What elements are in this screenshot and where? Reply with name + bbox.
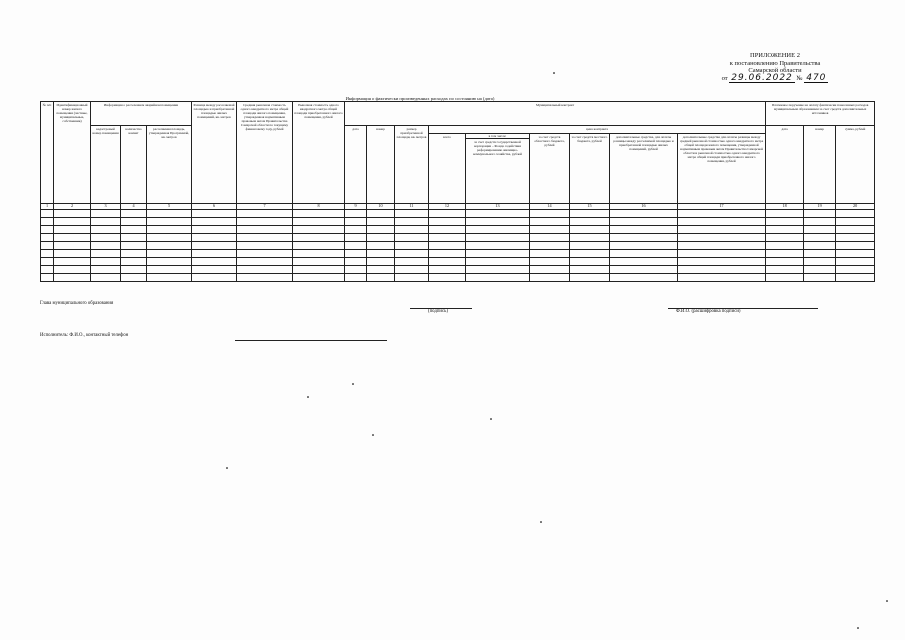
table-cell [147, 258, 192, 266]
table-cell [570, 242, 610, 250]
table-cell [678, 274, 766, 282]
scan-speck [857, 627, 859, 629]
table-cell [804, 274, 836, 282]
appendix-header [700, 52, 850, 83]
table-cell [395, 234, 429, 242]
table-cell [121, 242, 147, 250]
table-cell [91, 258, 121, 266]
table-cell [192, 250, 237, 258]
table-cell [836, 218, 875, 226]
table-cell [192, 258, 237, 266]
header-add-excess: дополнительные средства для оплаты разницы между средней рыночной стоимостью одного квадратного метра общей площади жилого помещения, утвержденной нормативным правовым актом Правительства Самарской области и рыночной стоимостью одного квадратного метра общей площади приобретенного жилого помещения, рублей [678, 134, 766, 204]
table-row [41, 266, 875, 274]
col-number: 10 [367, 204, 395, 210]
table-cell [836, 226, 875, 234]
table-cell [367, 234, 395, 242]
table-cell [367, 218, 395, 226]
signature-caption: (подпись) [428, 309, 448, 314]
table-cell [429, 226, 466, 234]
header-rooms: количество комнат [121, 126, 147, 204]
executor-line [235, 340, 387, 341]
scan-speck [886, 600, 888, 602]
table-cell [293, 274, 345, 282]
col-number: 15 [570, 204, 610, 210]
table-cell [41, 258, 54, 266]
table-cell [367, 250, 395, 258]
table-cell [147, 218, 192, 226]
table-cell [429, 274, 466, 282]
table-cell [54, 226, 91, 234]
header-area: расселяемая площадь, утвержденная Программой, кв. метров [147, 126, 192, 204]
scan-speck [490, 418, 492, 420]
table-cell [466, 234, 530, 242]
col-number: 9 [345, 204, 367, 210]
table-cell [147, 226, 192, 234]
table-cell [804, 250, 836, 258]
table-cell [836, 274, 875, 282]
table-cell [530, 250, 570, 258]
table-caption: Информация о фактически произведенных расходах по состоянию на (дата) [345, 96, 495, 101]
table-cell [293, 250, 345, 258]
table-cell [530, 210, 570, 218]
col-number: 20 [836, 204, 875, 210]
table-cell [41, 274, 54, 282]
table-row [41, 226, 875, 234]
table-row [41, 242, 875, 250]
header-date: дата [345, 126, 367, 204]
table-row [41, 274, 875, 282]
table-cell [54, 258, 91, 266]
table-cell [41, 218, 54, 226]
table-cell [237, 226, 293, 234]
table-cell [54, 250, 91, 258]
table-cell [367, 226, 395, 234]
table-cell [345, 242, 367, 250]
table-cell [610, 234, 678, 242]
scan-speck [307, 396, 309, 398]
table-cell [610, 266, 678, 274]
table-cell [395, 274, 429, 282]
table-cell [345, 258, 367, 266]
table-cell [804, 210, 836, 218]
header-fund-text: за счет средств государственной корпорации – Фонда содействия реформированию жилищно-коммунального хозяйства, рублей [473, 140, 522, 157]
header-price-group: цена контракта [429, 126, 766, 134]
table-cell [766, 258, 804, 266]
table-cell [345, 234, 367, 242]
table-cell [610, 258, 678, 266]
header-cadastral: кадастровый номер помещения [91, 126, 121, 204]
table-cell [147, 266, 192, 274]
table-cell [41, 226, 54, 234]
table-cell [237, 242, 293, 250]
table-cell [678, 258, 766, 266]
table-cell [345, 210, 367, 218]
col-number: 11 [395, 204, 429, 210]
table-cell [836, 242, 875, 250]
table-cell [395, 250, 429, 258]
table-cell [91, 210, 121, 218]
table-cell [530, 274, 570, 282]
scan-speck [352, 383, 354, 385]
table-cell [678, 266, 766, 274]
appendix-subtitle: к постановлению Правительства [729, 59, 821, 67]
table-cell [192, 210, 237, 218]
table-row [41, 234, 875, 242]
scan-speck [226, 467, 228, 469]
header-pay-sum: сумма, рублей [836, 126, 875, 204]
table-cell [395, 218, 429, 226]
table-cell [610, 242, 678, 250]
table-cell [121, 266, 147, 274]
table-cell [237, 258, 293, 266]
table-cell [766, 266, 804, 274]
col-number: 7 [237, 204, 293, 210]
header-reg-number: Идентификационный номер жилого помещения (частные, муниципальные, собственник) [54, 102, 91, 204]
col-number: 4 [121, 204, 147, 210]
table-cell [530, 266, 570, 274]
table-cell [466, 210, 530, 218]
table-cell [766, 242, 804, 250]
table-cell [836, 250, 875, 258]
table-cell [570, 218, 610, 226]
table-cell [121, 226, 147, 234]
table-cell [678, 234, 766, 242]
table-cell [91, 274, 121, 282]
col-number: 17 [678, 204, 766, 210]
table-cell [466, 274, 530, 282]
table-cell [429, 258, 466, 266]
table-cell [804, 258, 836, 266]
appendix-region: Самарской области [748, 67, 802, 74]
header-pay-number: номер [804, 126, 836, 204]
header-total: всего [429, 134, 466, 204]
table-cell [147, 234, 192, 242]
table-cell [804, 226, 836, 234]
name-caption: Ф.И.О. (расшифровка подписи) [676, 309, 741, 314]
table-cell [345, 226, 367, 234]
header-cost-per-m: Средняя рыночная стоимость одного квадратного метра общей площади жилого помещения, утвержденная нормативным правовым актом Правительства Самарской области по текущему финансовому году, рублей [237, 102, 293, 204]
table-cell [121, 210, 147, 218]
table-cell [367, 210, 395, 218]
table-cell [121, 258, 147, 266]
col-number: 18 [766, 204, 804, 210]
table-cell [54, 210, 91, 218]
table-cell [367, 242, 395, 250]
col-number: 19 [804, 204, 836, 210]
table-cell [345, 274, 367, 282]
table-cell [345, 218, 367, 226]
table-cell [147, 210, 192, 218]
table-cell [530, 242, 570, 250]
col-number: 1 [41, 204, 54, 210]
col-number: 5 [147, 204, 192, 210]
table-cell [836, 210, 875, 218]
table-row [41, 218, 875, 226]
table-cell [678, 250, 766, 258]
header-num: № п/п [41, 102, 54, 204]
table-cell [429, 218, 466, 226]
table-cell [41, 242, 54, 250]
table-row [41, 210, 875, 218]
table-cell [570, 210, 610, 218]
col-number: 6 [192, 204, 237, 210]
table-cell [466, 250, 530, 258]
table-cell [41, 210, 54, 218]
table-cell [678, 210, 766, 218]
col-number: 12 [429, 204, 466, 210]
table-cell [570, 234, 610, 242]
table-cell [466, 226, 530, 234]
table-cell [345, 266, 367, 274]
header-regional: за счет средств областного бюджета, рублей [530, 134, 570, 204]
table-cell [429, 242, 466, 250]
table-cell [293, 210, 345, 218]
table-cell [804, 266, 836, 274]
table-cell [41, 266, 54, 274]
table-cell [395, 258, 429, 266]
table-cell [530, 218, 570, 226]
table-cell [836, 266, 875, 274]
table-cell [678, 226, 766, 234]
table-cell [192, 274, 237, 282]
executor-label: Исполнитель: Ф.И.О., контактный телефон [40, 333, 129, 338]
table-cell [293, 242, 345, 250]
table-cell [147, 250, 192, 258]
head-label: Глава муниципального образования [40, 301, 114, 306]
col-number: 3 [91, 204, 121, 210]
header-fund [466, 134, 530, 204]
table-cell [237, 250, 293, 258]
table-row [41, 250, 875, 258]
handwritten-date: 29.06.2022 [731, 72, 793, 83]
table-cell [570, 266, 610, 274]
header-pay-date: дата [766, 126, 804, 204]
table-cell [570, 226, 610, 234]
header-info-group: Информация о расселенном аварийном помещении [91, 102, 192, 126]
header-diff-area: Разница между расселяемой площадью и приобретенной площадью жилых помещений, кв. метров [192, 102, 237, 204]
scan-speck [553, 72, 555, 74]
table-cell [54, 234, 91, 242]
col-number: 16 [610, 204, 678, 210]
table-cell [293, 218, 345, 226]
table-cell [293, 226, 345, 234]
table-cell [804, 218, 836, 226]
handwritten-number: 470 [806, 72, 827, 83]
table-cell [147, 242, 192, 250]
table-cell [766, 218, 804, 226]
col-number: 2 [54, 204, 91, 210]
table-cell [610, 226, 678, 234]
table-cell [121, 274, 147, 282]
col-number: 8 [293, 204, 345, 210]
table-cell [192, 226, 237, 234]
table-cell [237, 274, 293, 282]
table-cell [293, 258, 345, 266]
table-cell [804, 242, 836, 250]
table-cell [237, 218, 293, 226]
table-cell [54, 266, 91, 274]
table-cell [429, 250, 466, 258]
header-contract-group: Муниципальный контракт [345, 102, 766, 126]
header-number: номер [367, 126, 395, 204]
date-prefix: от [721, 74, 728, 82]
table-cell [54, 242, 91, 250]
table-cell [91, 218, 121, 226]
table-cell [766, 274, 804, 282]
table-cell [804, 234, 836, 242]
table-cell [570, 274, 610, 282]
table-cell [345, 250, 367, 258]
table-cell [766, 250, 804, 258]
table-cell [91, 226, 121, 234]
table-cell [192, 218, 237, 226]
table-cell [466, 242, 530, 250]
table-cell [766, 210, 804, 218]
table-cell [429, 266, 466, 274]
table-cell [121, 218, 147, 226]
header-incl-label: в том числе: [466, 134, 529, 139]
appendix-date-line [700, 72, 850, 84]
table-cell [367, 274, 395, 282]
col-number: 13 [466, 204, 530, 210]
header-local: за счет средств местного бюджета, рублей [570, 134, 610, 204]
table-cell [54, 274, 91, 282]
table-cell [91, 234, 121, 242]
table-cell [530, 258, 570, 266]
table-cell [429, 210, 466, 218]
table-cell [91, 266, 121, 274]
table-cell [395, 210, 429, 218]
table-cell [395, 242, 429, 250]
table-cell [192, 266, 237, 274]
table-cell [678, 218, 766, 226]
col-number: 14 [530, 204, 570, 210]
table-cell [237, 210, 293, 218]
scan-speck [372, 434, 374, 436]
number-prefix: № [796, 74, 803, 82]
table-cell [367, 258, 395, 266]
table-cell [530, 234, 570, 242]
table-cell [41, 250, 54, 258]
table-cell [293, 234, 345, 242]
table-cell [570, 258, 610, 266]
table-cell [766, 234, 804, 242]
table-cell [54, 218, 91, 226]
table-cell [237, 266, 293, 274]
table-cell [766, 226, 804, 234]
appendix-title: ПРИЛОЖЕНИЕ 2 [750, 52, 800, 59]
table-cell [41, 234, 54, 242]
table-cell [91, 250, 121, 258]
table-cell [367, 266, 395, 274]
header-payment-group: Платежное поручение на оплату фактически понесенных расходов муниципальным образованием за счет средств дополнительных источников [766, 102, 875, 126]
table-cell [91, 242, 121, 250]
table-cell [395, 266, 429, 274]
header-add-funds: дополнительные средства, для оплаты разницы между расселяемой площадью и приобретенной площадью жилых помещений, рублей [610, 134, 678, 204]
table-cell [147, 274, 192, 282]
table-cell [395, 226, 429, 234]
header-cost-apartment: Рыночная стоимость одного квадратного метра общей площади приобретенного жилого помещения, рублей [293, 102, 345, 204]
table-cell [293, 266, 345, 274]
table-cell [466, 258, 530, 266]
table-cell [836, 258, 875, 266]
table-cell [429, 234, 466, 242]
table-row [41, 258, 875, 266]
table-cell [466, 266, 530, 274]
table-cell [678, 242, 766, 250]
table-cell [192, 234, 237, 242]
table-cell [466, 218, 530, 226]
header-size: размер приобретенной площади, кв. метров [395, 126, 429, 204]
blank-rows [41, 210, 875, 282]
table-cell [836, 234, 875, 242]
table-cell [610, 218, 678, 226]
table-cell [121, 250, 147, 258]
table-cell [610, 274, 678, 282]
table-cell [121, 234, 147, 242]
table-cell [530, 226, 570, 234]
table-cell [570, 250, 610, 258]
table-cell [610, 210, 678, 218]
expense-table [40, 101, 875, 282]
table-cell [192, 242, 237, 250]
table-cell [610, 250, 678, 258]
table-cell [237, 234, 293, 242]
scan-speck [540, 521, 542, 523]
